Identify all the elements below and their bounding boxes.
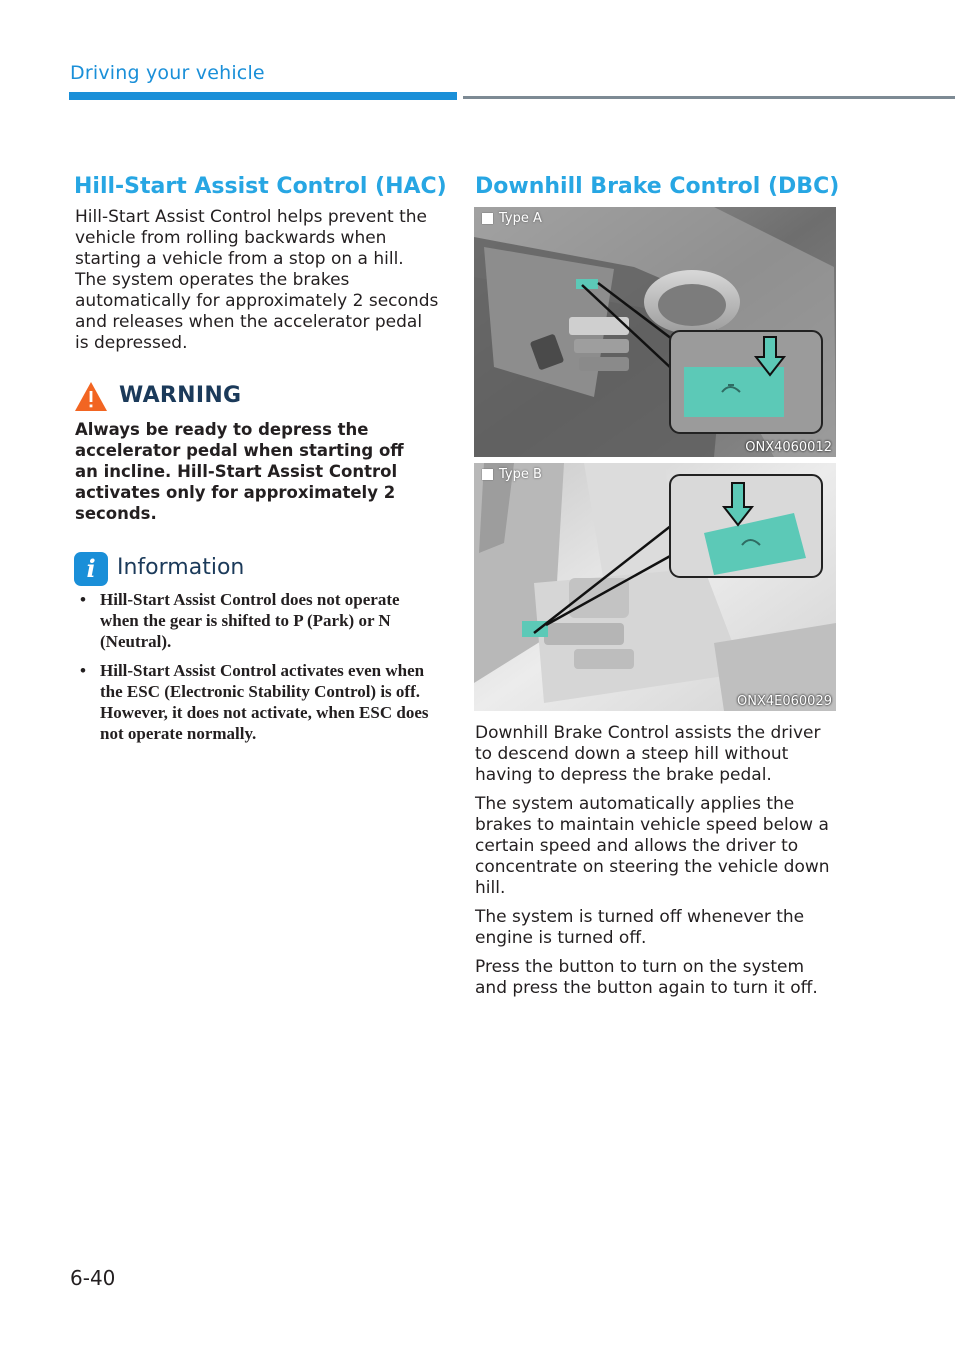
- dbc-paragraph: Downhill Brake Control assists the driver to descend down a steep hill without having to depress the brake pedal.: [475, 723, 821, 785]
- information-list: [78, 589, 434, 752]
- figure-code: ONX4060012: [745, 440, 832, 455]
- dbc-description: [475, 723, 835, 1007]
- console-illustration-type-a: [474, 207, 836, 457]
- figure-code: ONX4E060029: [737, 694, 832, 709]
- dbc-paragraph: The system automatically applies the brakes to maintain vehicle speed below a certain speed and allows the driver to concentrate on steering the vehicle down hill.: [475, 794, 830, 898]
- warning-title: WARNING: [119, 383, 242, 408]
- header-rule: [463, 96, 955, 99]
- figure-type-b: [474, 463, 836, 711]
- warning-text: Always be ready to depress the accelerator pedal when starting off an incline. Hill-Start Assist Control activates only for approximately 2 seconds.: [75, 420, 404, 523]
- dbc-paragraph: The system is turned off whenever the engine is turned off.: [475, 907, 805, 948]
- information-title: Information: [117, 555, 245, 580]
- page-number: 6-40: [70, 1266, 116, 1290]
- dbc-heading: Downhill Brake Control (DBC): [475, 174, 840, 199]
- header-rule-accent: [69, 92, 457, 100]
- console-illustration-type-b: [474, 463, 836, 711]
- square-bullet-icon: [482, 213, 493, 224]
- square-bullet-icon: [482, 469, 493, 480]
- hac-heading: Hill-Start Assist Control (HAC): [74, 174, 447, 199]
- section-header: Driving your vehicle: [70, 62, 265, 84]
- hac-description: [75, 207, 440, 362]
- hac-paragraph: Hill-Start Assist Control helps prevent the vehicle from rolling backwards when starting a vehicle from a stop on a hill. The system operates the brakes automatically for approximately 2 seconds and releases when the accelerator pedal is depressed.: [75, 207, 439, 353]
- information-icon: i: [74, 552, 108, 586]
- figure-type-a: [474, 207, 836, 457]
- warning-icon: [74, 381, 108, 412]
- figure-label: Type B: [482, 467, 542, 482]
- information-item: • Hill-Start Assist Control does not operate when the gear is shifted to P (Park) or N (Neutral).: [78, 589, 434, 652]
- figure-label: Type A: [482, 211, 542, 226]
- information-item: • Hill-Start Assist Control activates even when the ESC (Electronic Stability Control) is off. However, it does not activate, when ESC does not operate normally.: [78, 660, 434, 744]
- dbc-paragraph: Press the button to turn on the system and press the button again to turn it off.: [475, 957, 818, 998]
